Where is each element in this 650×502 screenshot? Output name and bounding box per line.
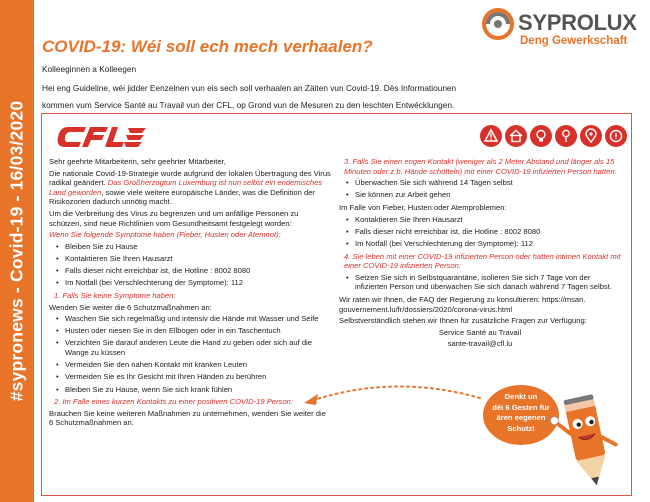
lightbulb-icon <box>530 125 552 147</box>
safety-icons-row <box>480 125 626 147</box>
list-item: • Bleiben Sie zu Hause, wenn Sie sich krank fühlen <box>49 385 331 395</box>
logo-name: SYPROLUX <box>518 10 637 35</box>
pin-icon <box>555 125 577 147</box>
syprolux-logo <box>482 6 637 50</box>
section-3-heading: 3. Falls Sie einen engen Kontakt (weniger als 2 Meter Abstand und länger als 15 Minuten oder z.b. Hände schütteln) mit einer COVID-19 infizierten Person hatten: <box>344 157 617 176</box>
warning-circle-icon <box>605 125 627 147</box>
faq-text: Wir raten wir Ihnen, die FAQ der Regierung zu konsultieren: https://msan. gouvernement.lu/fr/dossiers/2020/corona-virus.html <box>339 294 586 314</box>
home-icon <box>505 125 527 147</box>
list-item: • Im Notfall (bei Verschlechterung der Symptome): 112 <box>339 239 621 249</box>
protective-measures-list <box>49 314 331 394</box>
syprolux-emblem-icon <box>482 8 514 40</box>
section-2-heading: 2. Im Falle eines kurzen Kontakts zu einer positiven COVID-19 Person: <box>54 397 293 407</box>
section-1-intro: Wenden Sie weiter die 6 Schutzmaßnahmen an: <box>49 302 212 312</box>
list-item: • Kontaktieren Sie Ihren Hausarzt <box>49 254 331 264</box>
dotted-arrow <box>300 380 485 430</box>
paragraph-strategy <box>49 169 331 207</box>
section-4-heading: 4. Sie leben mit einer COVID-19 infizierten Person oder hatten intimen Kontakt mit einer COVID-19 infizierten Person: <box>344 251 621 271</box>
service-name: Service Santé au Travail <box>438 327 522 337</box>
left-column <box>49 157 331 430</box>
speech-bubble-text <box>483 392 559 434</box>
symptoms-heading: Wenn Sie folgende Symptome haben (Fieber, Husten oder Atemnot): <box>49 230 281 240</box>
sidebar-strip <box>0 0 34 502</box>
strategy-text-highlight: Das Großherzogtum Luxemburg ist nun selbst ein endemisches Land geworden <box>49 178 323 197</box>
list-item: • Husten oder niesen Sie in den Ellbogen oder in ein Taschentuch <box>49 326 331 336</box>
sidebar-hashtag: #sypronews - Covid-19 - 16/03/2020 <box>6 100 27 402</box>
symptoms-list <box>49 242 331 288</box>
section-3-subheading: Im Falle von Fieber, Husten oder Atemproblemen: <box>339 202 507 212</box>
section-1-heading: 1. Falls Sie keine Symptome haben: <box>54 290 176 300</box>
page-title: COVID-19: Wéi soll ech mech verhaalen? <box>42 37 373 56</box>
list-item: • Setzen Sie sich in Selbstquarantäne, isolieren Sie sich 7 Tage von der infizierten Person und überwachen Sie sich danach während 7 Tagen selbst. <box>339 273 621 292</box>
list-item: • Falls dieser nicht erreichbar ist, die Hotline : 8002 8080 <box>339 227 621 237</box>
list-item: • Verzichten Sie darauf anderen Leute die Hand zu geben oder sich auf die Wange zu küssen <box>49 338 331 357</box>
right-column <box>339 157 621 351</box>
paragraph-guidelines: Um die Verbreitung des Virus zu begrenzen und um anfällige Personen zu schützen, sind neue Richtlinien vom Gesundheitsamt festgelegt worden: <box>49 208 299 228</box>
bubble-line: Denkt un <box>504 392 538 401</box>
section-4-list <box>339 273 621 292</box>
availability-text: Selbstverständlich stehen wir Ihnen für zusätzliche Fragen zur Verfügung: <box>339 316 587 326</box>
cfl-logo <box>50 124 150 155</box>
bubble-line: ären eegenen <box>496 413 546 422</box>
bubble-line: déi 6 Gesten für <box>492 402 550 412</box>
service-email: sante-travail@cfl.lu <box>447 339 513 349</box>
intro-text <box>42 80 632 114</box>
logo-tagline: Deng Gewerkschaft <box>520 35 628 47</box>
list-item: • Falls dieser nicht erreichbar ist, die Hotline : 8002 8080 <box>49 266 331 276</box>
list-item: • Vermeiden Sie den nahen Kontakt mit kranken Leuten <box>49 360 331 370</box>
list-item: • Im Notfall (bei Verschlechterung der Symptome): 112 <box>49 278 331 288</box>
intro-line-2: kommen vum Service Santé au Travail vun der CFL, op Grond vun de Mesuren zu den leschten Entwécklungen. <box>42 100 455 110</box>
greeting: Kolleeginnen a Kolleegen <box>42 64 137 74</box>
section-3-list <box>339 178 621 200</box>
list-item: • Kontaktieren Sie Ihren Hausarzt <box>339 215 621 225</box>
location-icon <box>580 125 602 147</box>
list-item: • Vermeiden Sie es Ihr Gesicht mit Ihren Händen zu berühren <box>49 372 331 382</box>
warning-triangle-icon <box>480 125 502 147</box>
list-item: • Sie können zur Arbeit gehen <box>339 190 621 200</box>
pencil-mascot-icon <box>549 390 629 498</box>
list-item: • Waschen Sie sich regelmäßig und intensiv die Hände mit Wasser und Seife <box>49 314 331 324</box>
salutation: Sehr geehrte Mitarbeiterin, sehr geehrter Mitarbeiter, <box>49 157 226 166</box>
strategy-text-start: Die nationale Covid-19-Strategie wurde aufgrund der lokalen Übertragung des Virus radikal geändert. <box>49 168 331 188</box>
list-item: • Bleiben Sie zu Hause <box>49 242 331 252</box>
list-item: • Überwachen Sie sich während 14 Tagen selbst <box>339 178 621 188</box>
strategy-text-end: , sowie viele weitere europäische Länder, was die Definition der Risikozonen dadurch unnötig macht. <box>49 187 315 207</box>
bubble-line: Schutz! <box>507 423 535 433</box>
intro-line-1: Hei eng Guideline, wéi jidder Eenzelnen vun eis sech soll verhaalen an Zäiten vun Covid-19. Dës Informatiounen <box>42 83 457 93</box>
section-3-sub-list <box>339 215 621 249</box>
section-2-text: Brauchen Sie keine weiteren Maßnahmen zu unternehmen, wenden Sie weiter die 6 Schutzmaßnahmen an. <box>49 408 326 428</box>
